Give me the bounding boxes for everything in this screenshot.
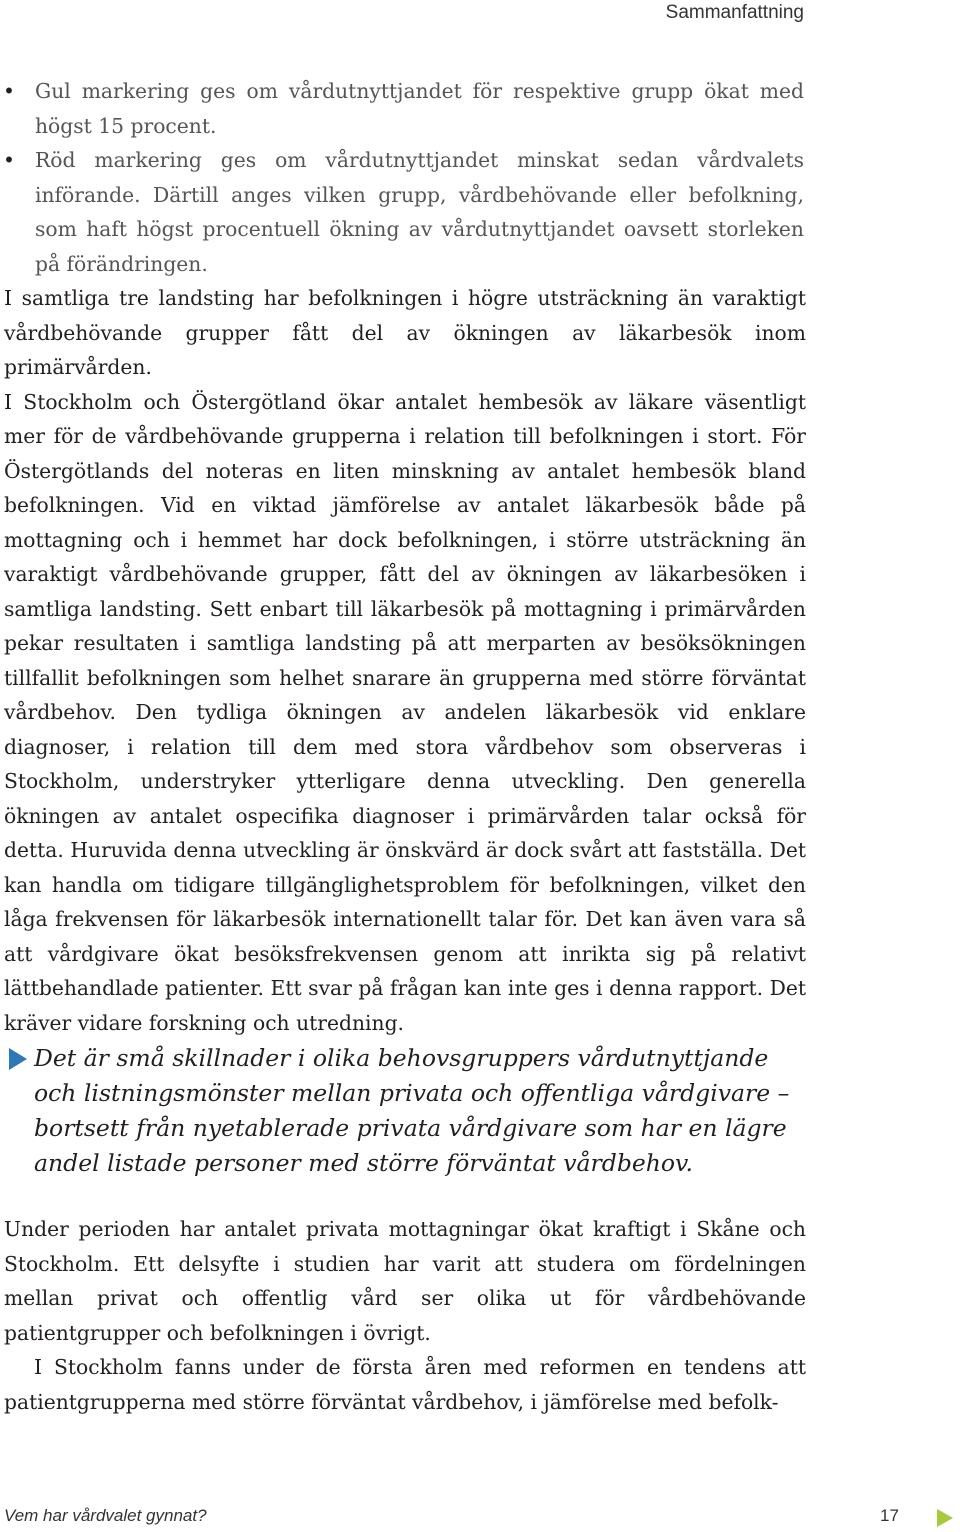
paragraph: Under perioden har antalet privata mottagningar ökat kraftigt i Skåne och Stockholm. Ett delsyfte i studien har varit att studera om fördelningen mellan privat och offentlig vård ser olika ut för vårdbehövande patientgrupper och befolkningen i övrigt. xyxy=(4,1217,806,1345)
paragraph: I Stockholm och Östergötland ökar antalet hembesök av läkare väsentligt mer för de vårdbehövande grupperna i relation till befolkningen i stort. För Östergötlands del noteras en liten minskning av antalet hembesök bland befolkningen. Vid en viktad jämförelse av antalet läkarbesök både på mottagning och i hemmet har dock befolkningen, i större utsträckning än varaktigt vårdbehövande grupper, fått del av ökningen av läkarbesöken i samtliga landsting. Sett enbart till läkarbesök på mottagning i primärvården pekar resultaten i samtliga landsting på att merparten av besöksökningen tillfallit befolkningen som helhet snarare än grupperna med större förväntat vårdbehov. Den tydliga ökningen av andelen läkarbesök vid enklare diagnoser, i relation till dem med stora vårdbehov som observeras i Stockholm, understryker ytterligare denna utveckling. Den generella ökningen av antalet ospecifika diagnoser i primärvården talar också för detta. Huruvida denna utveckling är önskvärd är dock svårt att fastställa. Det kan handla om tidigare tillgänglighetsproblem för befolkningen, vilket den låga frekvensen för läkarbesök internationellt talar för. Det kan även vara så att vårdgivare ökat besöksfrekvensen genom att inrikta sig på relativt lättbehandlade patienter. Ett svar på frågan kan inte ges i denna rapport. Det kräver vidare forskning och utredning. xyxy=(4,389,806,1035)
key-finding-text: Det är små skillnader i olika behovsgruppers vårdutnyttjande och listningsmönster mellan privata och offentliga vårdgivare – bortsett från nyetablerade privata vårdgivare som har en lägre andel listade personer med större förväntat vårdbehov. xyxy=(34,1044,790,1177)
triangle-right-icon xyxy=(9,1048,27,1070)
list-item: • Röd markering ges om vårdutnyttjandet minskat sedan vårdvalets införande. Därtill anges vilken grupp, vårdbehövande eller befolkning, som haft högst procentuell ökning av vårdutnyttjandet oavsett storleken på förändringen. xyxy=(0,143,804,281)
page-number: 17 xyxy=(880,1506,899,1525)
key-finding xyxy=(0,1041,810,1181)
body-section-1 xyxy=(4,281,806,1040)
footer-report-title: Vem har vårdvalet gynnat? xyxy=(4,1506,207,1525)
list-item: • Gul markering ges om vårdutnyttjandet för respektive grupp ökat med högst 15 procent. xyxy=(0,74,804,143)
paragraph: I Stockholm fanns under de första åren med reformen en tendens att patientgrupperna med större förväntat vårdbehov, i jämförelse med befolk- xyxy=(4,1355,806,1414)
criteria-list xyxy=(0,74,804,281)
next-page-triangle-right-icon xyxy=(937,1509,953,1527)
body-section-2 xyxy=(4,1212,806,1419)
running-header: Sammanfattning xyxy=(665,2,804,23)
paragraph: I samtliga tre landsting har befolkningen i högre utsträckning än varaktigt vårdbehövande grupper fått del av ökningen av läkarbesök inom primärvården. xyxy=(4,286,806,379)
